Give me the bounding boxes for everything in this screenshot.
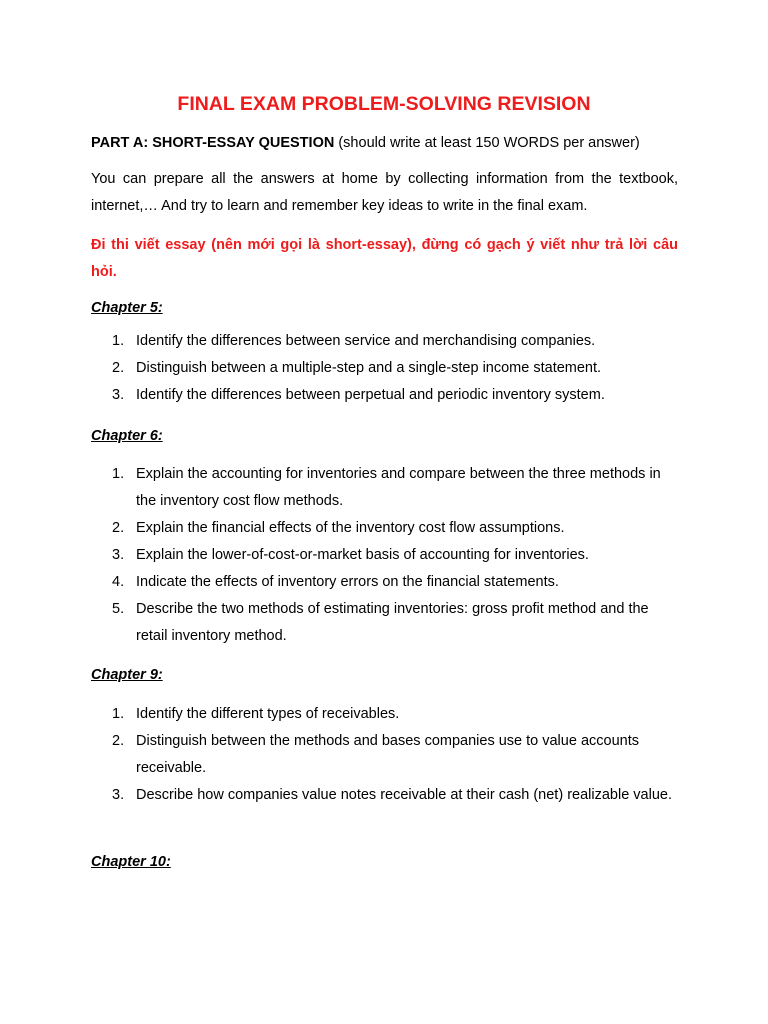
list-item — [91, 569, 681, 596]
part-a-heading — [91, 133, 640, 153]
list-item — [91, 596, 681, 650]
list-item-number: 1. — [112, 706, 125, 722]
list-item-number: 3. — [112, 547, 125, 563]
list-item-text: Explain the lower-of-cost-or-market basis of accounting for inventories. — [136, 547, 589, 563]
list-item — [91, 542, 681, 569]
list-item-text: Indicate the effects of inventory errors on the financial statements. — [136, 574, 559, 590]
chapter-6-list — [91, 461, 681, 650]
list-item-number: 2. — [112, 520, 125, 536]
red-note-paragraph: Đi thi viết essay (nên mới gọi là short-essay), đừng có gạch ý viết như trả lời câu hỏi. — [91, 237, 678, 280]
chapter-5-heading: Chapter 5: — [91, 300, 163, 316]
list-item-text: Explain the financial effects of the inventory cost flow assumptions. — [136, 520, 565, 536]
part-a-label: PART A: SHORT-ESSAY QUESTION — [91, 135, 335, 151]
chapter-9-heading: Chapter 9: — [91, 667, 163, 683]
list-item-text: Identify the differences between perpetual and periodic inventory system. — [136, 387, 605, 403]
list-item-text: Explain the accounting for inventories and compare between the three methods in the inventory cost flow methods. — [136, 466, 661, 509]
chapter-6-heading: Chapter 6: — [91, 428, 163, 444]
document-title: FINAL EXAM PROBLEM-SOLVING REVISION — [177, 93, 591, 115]
list-item — [91, 355, 681, 382]
chapter-9-list — [91, 701, 681, 809]
list-item — [91, 515, 681, 542]
list-item — [91, 728, 681, 782]
list-item — [91, 782, 681, 809]
list-item-number: 3. — [112, 787, 125, 803]
list-item-text: Identify the different types of receivables. — [136, 706, 400, 722]
list-item-number: 1. — [112, 333, 125, 349]
list-item-number: 2. — [112, 360, 125, 376]
list-item-text: Describe the two methods of estimating inventories: gross profit method and the retail inventory method. — [136, 601, 649, 644]
chapter-10-heading: Chapter 10: — [91, 854, 171, 870]
list-item-number: 5. — [112, 601, 125, 617]
list-item-number: 4. — [112, 574, 125, 590]
list-item-number: 3. — [112, 387, 125, 403]
intro-paragraph: You can prepare all the answers at home by collecting information from the textbook, internet,… And try to learn and remember key ideas to write in the final exam. — [91, 171, 678, 214]
list-item-text: Distinguish between a multiple-step and a single-step income statement. — [136, 360, 602, 376]
list-item — [91, 461, 681, 515]
list-item-number: 1. — [112, 466, 125, 482]
list-item — [91, 382, 681, 409]
list-item — [91, 328, 681, 355]
part-a-note: (should write at least 150 WORDS per answer) — [334, 135, 640, 151]
list-item-number: 2. — [112, 733, 125, 749]
list-item — [91, 701, 681, 728]
list-item-text: Identify the differences between service and merchandising companies. — [136, 333, 596, 349]
list-item-text: Distinguish between the methods and bases companies use to value accounts receivable. — [136, 733, 639, 776]
list-item-text: Describe how companies value notes receivable at their cash (net) realizable value. — [136, 787, 672, 803]
chapter-5-list — [91, 328, 681, 409]
